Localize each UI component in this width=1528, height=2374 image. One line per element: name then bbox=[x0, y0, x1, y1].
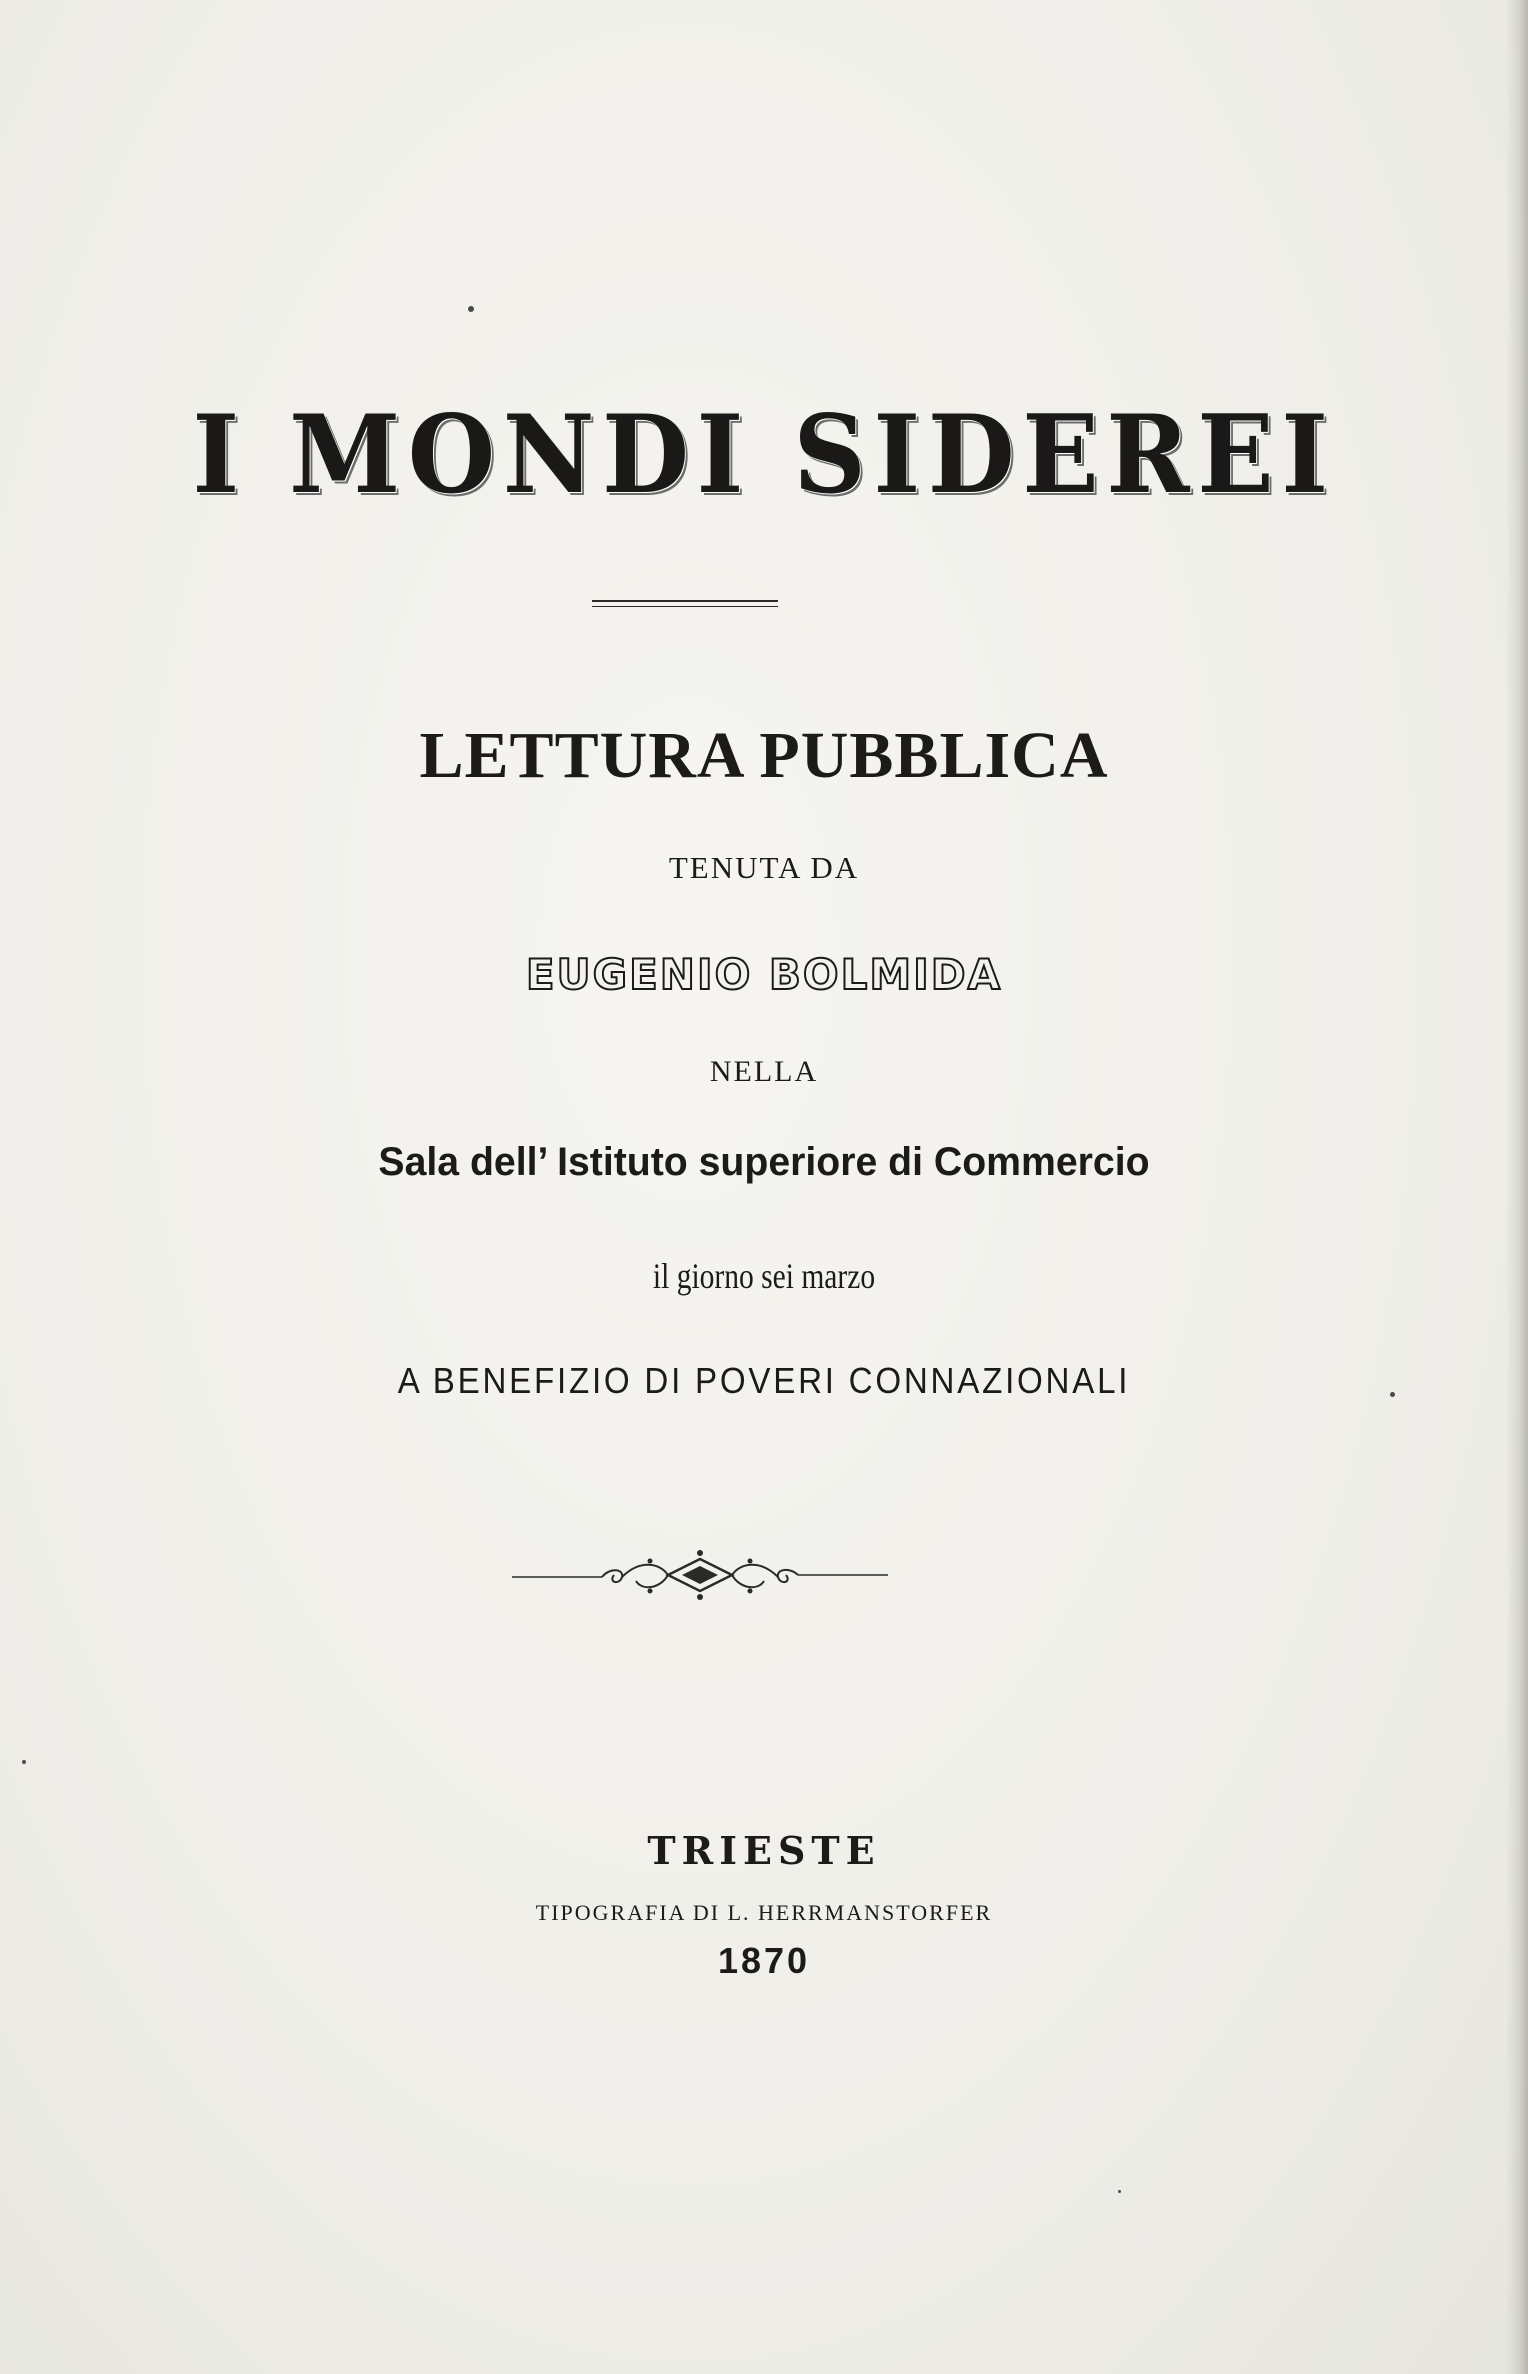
lecture-date: il giorno sei marzo bbox=[652, 1256, 876, 1296]
in-label: NELLA bbox=[709, 1055, 819, 1088]
imprint-printer: TIPOGRAFIA DI L. HERRMANSTORFER bbox=[535, 1900, 993, 1925]
scroll-ornament-icon bbox=[510, 1545, 890, 1605]
benefit-line: A BENEFIZIO DI POVERI CONNAZIONALI bbox=[397, 1360, 1131, 1401]
page-edge-shadow bbox=[1506, 0, 1528, 2374]
book-title: I MONDI SIDEREI bbox=[192, 392, 1336, 518]
imprint-city: TRIESTE bbox=[647, 1828, 881, 1873]
title-divider-rule bbox=[592, 600, 778, 602]
imprint-year: 1870 bbox=[717, 1940, 811, 1981]
venue: Sala dell’ Istituto superiore di Commercio bbox=[378, 1140, 1150, 1184]
paper-speck bbox=[1118, 2190, 1121, 2193]
paper-speck bbox=[1390, 1392, 1395, 1397]
held-by-label: TENUTA DA bbox=[668, 850, 860, 885]
paper-speck bbox=[22, 1760, 26, 1764]
paper-speck bbox=[468, 306, 474, 312]
subtitle: LETTURA PUBBLICA bbox=[419, 719, 1109, 792]
author-name: EUGENIO BOLMIDA bbox=[525, 950, 1003, 999]
